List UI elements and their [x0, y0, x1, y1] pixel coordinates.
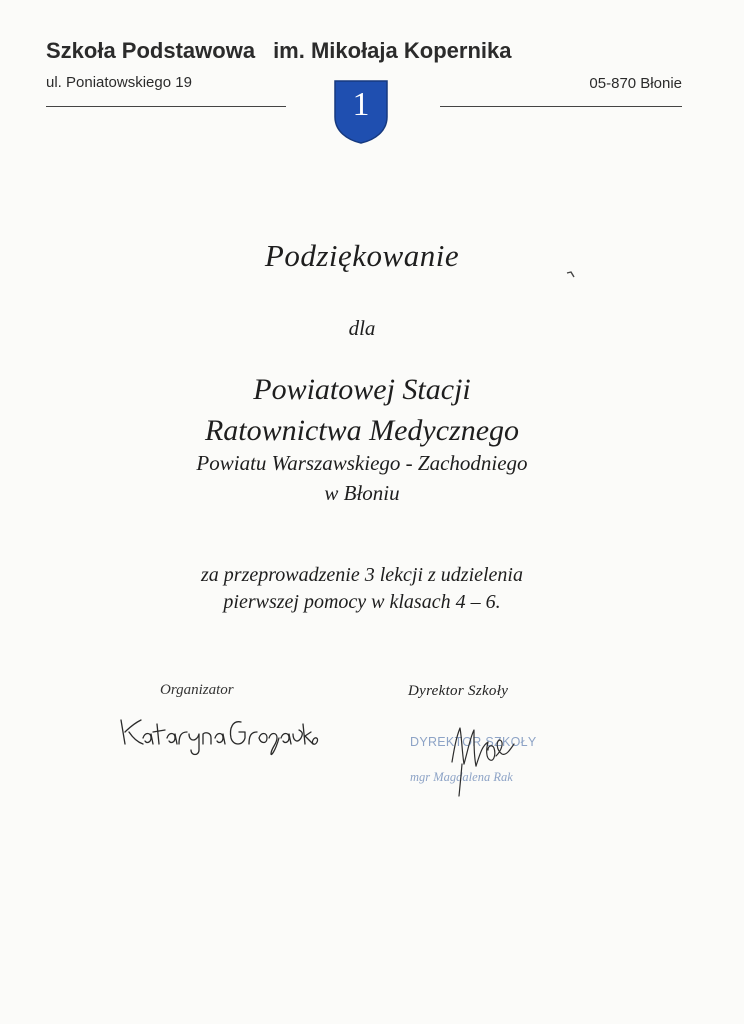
reason-line-1: za przeprowadzenie 3 lekcji z udzielenia — [201, 564, 523, 586]
school-patron: im. Mikołaja Kopernika — [273, 38, 512, 63]
school-crest-number: 1 — [352, 86, 370, 123]
school-street-address: ul. Poniatowskiego 19 — [46, 74, 192, 91]
recipient-line-2: Ratownictwa Medycznego — [204, 414, 520, 447]
certificate-title: Podziękowanie — [264, 238, 460, 273]
organizer-label: Organizator — [160, 682, 234, 698]
header-divider-right — [440, 106, 682, 107]
recipient-line-3: Powiatu Warszawskiego - Zachodniego — [196, 451, 528, 475]
for-label: dla — [348, 316, 376, 340]
reason-line-2: pierwszej pomocy w klasach 4 – 6. — [223, 591, 501, 613]
director-signature — [446, 720, 526, 800]
organizer-signature — [115, 708, 320, 758]
scan-speck — [566, 271, 575, 278]
director-label: Dyrektor Szkoły — [408, 683, 509, 699]
school-city-address: 05-870 Błonie — [589, 75, 682, 92]
school-name-heading — [46, 38, 511, 64]
recipient-line-4: w Błoniu — [324, 481, 400, 505]
header-divider-left — [46, 106, 286, 107]
director-stamp-title: DYREKTOR SZKOŁY — [410, 735, 537, 749]
school-name: Szkoła Podstawowa — [46, 38, 256, 63]
recipient-line-1: Powiatowej Stacji — [253, 373, 471, 406]
director-stamp-name: mgr Magdalena Rak — [410, 770, 513, 784]
